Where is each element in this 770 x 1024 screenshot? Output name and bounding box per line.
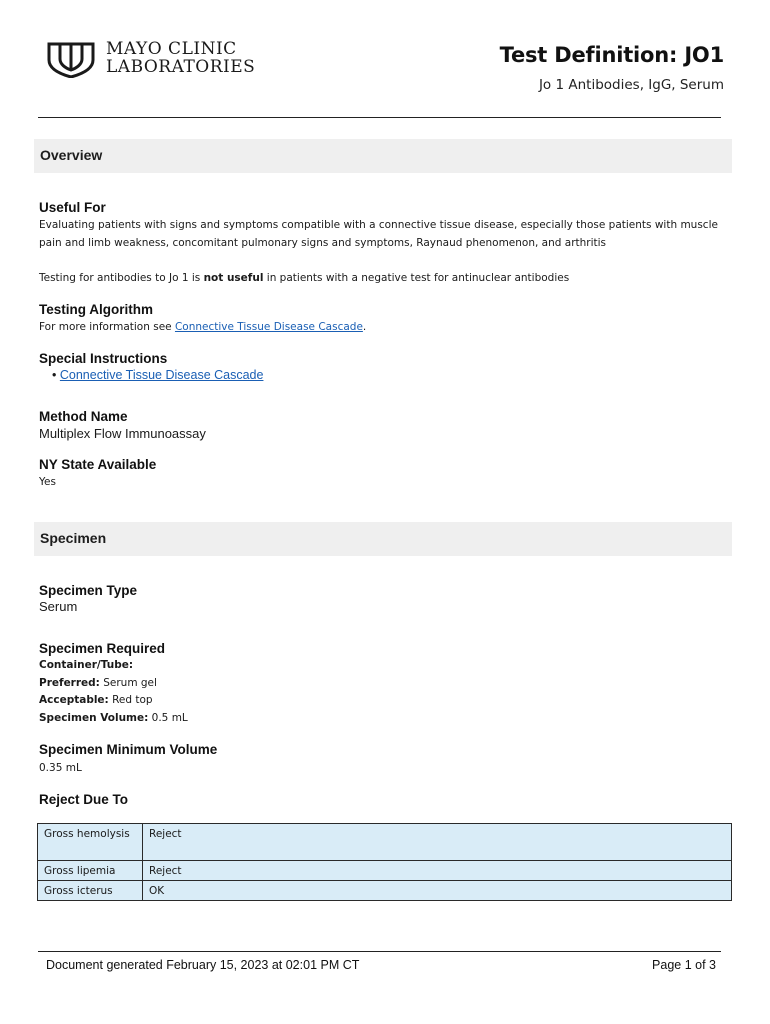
overview-section-header [34, 139, 732, 173]
minimum-volume-value: 0.35 mL [39, 762, 82, 774]
minimum-volume-heading: Specimen Minimum Volume [39, 742, 218, 757]
testing-algorithm-heading: Testing Algorithm [39, 302, 153, 317]
testing-algorithm-period: . [362, 321, 367, 333]
testing-algorithm-text [39, 318, 733, 336]
useful-for-note [39, 269, 733, 287]
useful-for-text: Evaluating patients with signs and symptoms compatible with a connective tissue disease, especially those patients with muscle pain and limb weakness, concomitant pulmonary signs and symptoms, Raynaud phenomenon, and arthritis [39, 219, 718, 249]
container-label: Container/Tube: [39, 659, 134, 671]
mayo-clinic-shields-icon [46, 40, 96, 78]
note-text-start: Testing for antibodies to Jo 1 is [39, 272, 204, 284]
reject-heading: Reject Due To [39, 792, 129, 807]
logo-line-2: LABORATORIES [106, 57, 256, 77]
specimen-section-title: Specimen [40, 530, 107, 546]
reject-table [37, 823, 732, 901]
acceptable-label: Acceptable: [39, 694, 109, 706]
special-instructions-item [52, 368, 263, 382]
specimen-type-heading: Specimen Type [39, 583, 138, 598]
note-emphasis: not useful [203, 272, 264, 284]
page-number: Page 1 of 3 [652, 958, 716, 972]
reject-result: Reject [143, 824, 732, 861]
reject-condition: Gross hemolysis [38, 824, 143, 861]
special-instructions-heading: Special Instructions [39, 351, 168, 366]
preferred-label: Preferred: [39, 676, 100, 689]
specimen-type-value: Serum [39, 599, 78, 614]
specimen-section-header [34, 522, 732, 556]
overview-section-title: Overview [40, 147, 103, 163]
volume-value: 0.5 mL [148, 711, 188, 724]
method-name-value: Multiplex Flow Immunoassay [39, 426, 206, 441]
bullet: • [52, 368, 57, 382]
reject-condition: Gross icterus [38, 881, 143, 901]
useful-for-heading: Useful For [39, 200, 106, 215]
reject-result: OK [143, 881, 732, 901]
ny-state-value: Yes [39, 476, 56, 488]
specimen-required-heading: Specimen Required [39, 641, 166, 656]
testing-algorithm-lead: For more information see [39, 321, 175, 333]
preferred-value: Serum gel [99, 676, 157, 689]
table-row [38, 881, 732, 901]
special-instructions-link[interactable]: Connective Tissue Disease Cascade [59, 368, 264, 382]
volume-label: Specimen Volume: [39, 711, 149, 724]
table-row [38, 824, 732, 861]
ny-state-heading: NY State Available [39, 457, 157, 472]
page-subtitle: Jo 1 Antibodies, IgG, Serum [538, 77, 724, 93]
generated-timestamp: Document generated February 15, 2023 at 02:01 PM CT [46, 958, 360, 972]
reject-result: Reject [143, 861, 732, 881]
cascade-link[interactable]: Connective Tissue Disease Cascade [174, 321, 363, 333]
logo-wordmark [106, 40, 255, 76]
mayo-clinic-logo [46, 40, 276, 80]
note-text-end: in patients with a negative test for antinuclear antibodies [263, 272, 570, 284]
logo-line-1: MAYO CLINIC [106, 39, 237, 59]
acceptable-value: Red top [108, 694, 153, 706]
reject-condition: Gross lipemia [38, 861, 143, 881]
table-row [38, 861, 732, 881]
specimen-required-details [39, 657, 188, 727]
method-name-heading: Method Name [39, 409, 128, 424]
page-title: Test Definition: JO1 [499, 43, 724, 67]
footer-divider [38, 951, 721, 952]
header-divider [38, 117, 721, 118]
